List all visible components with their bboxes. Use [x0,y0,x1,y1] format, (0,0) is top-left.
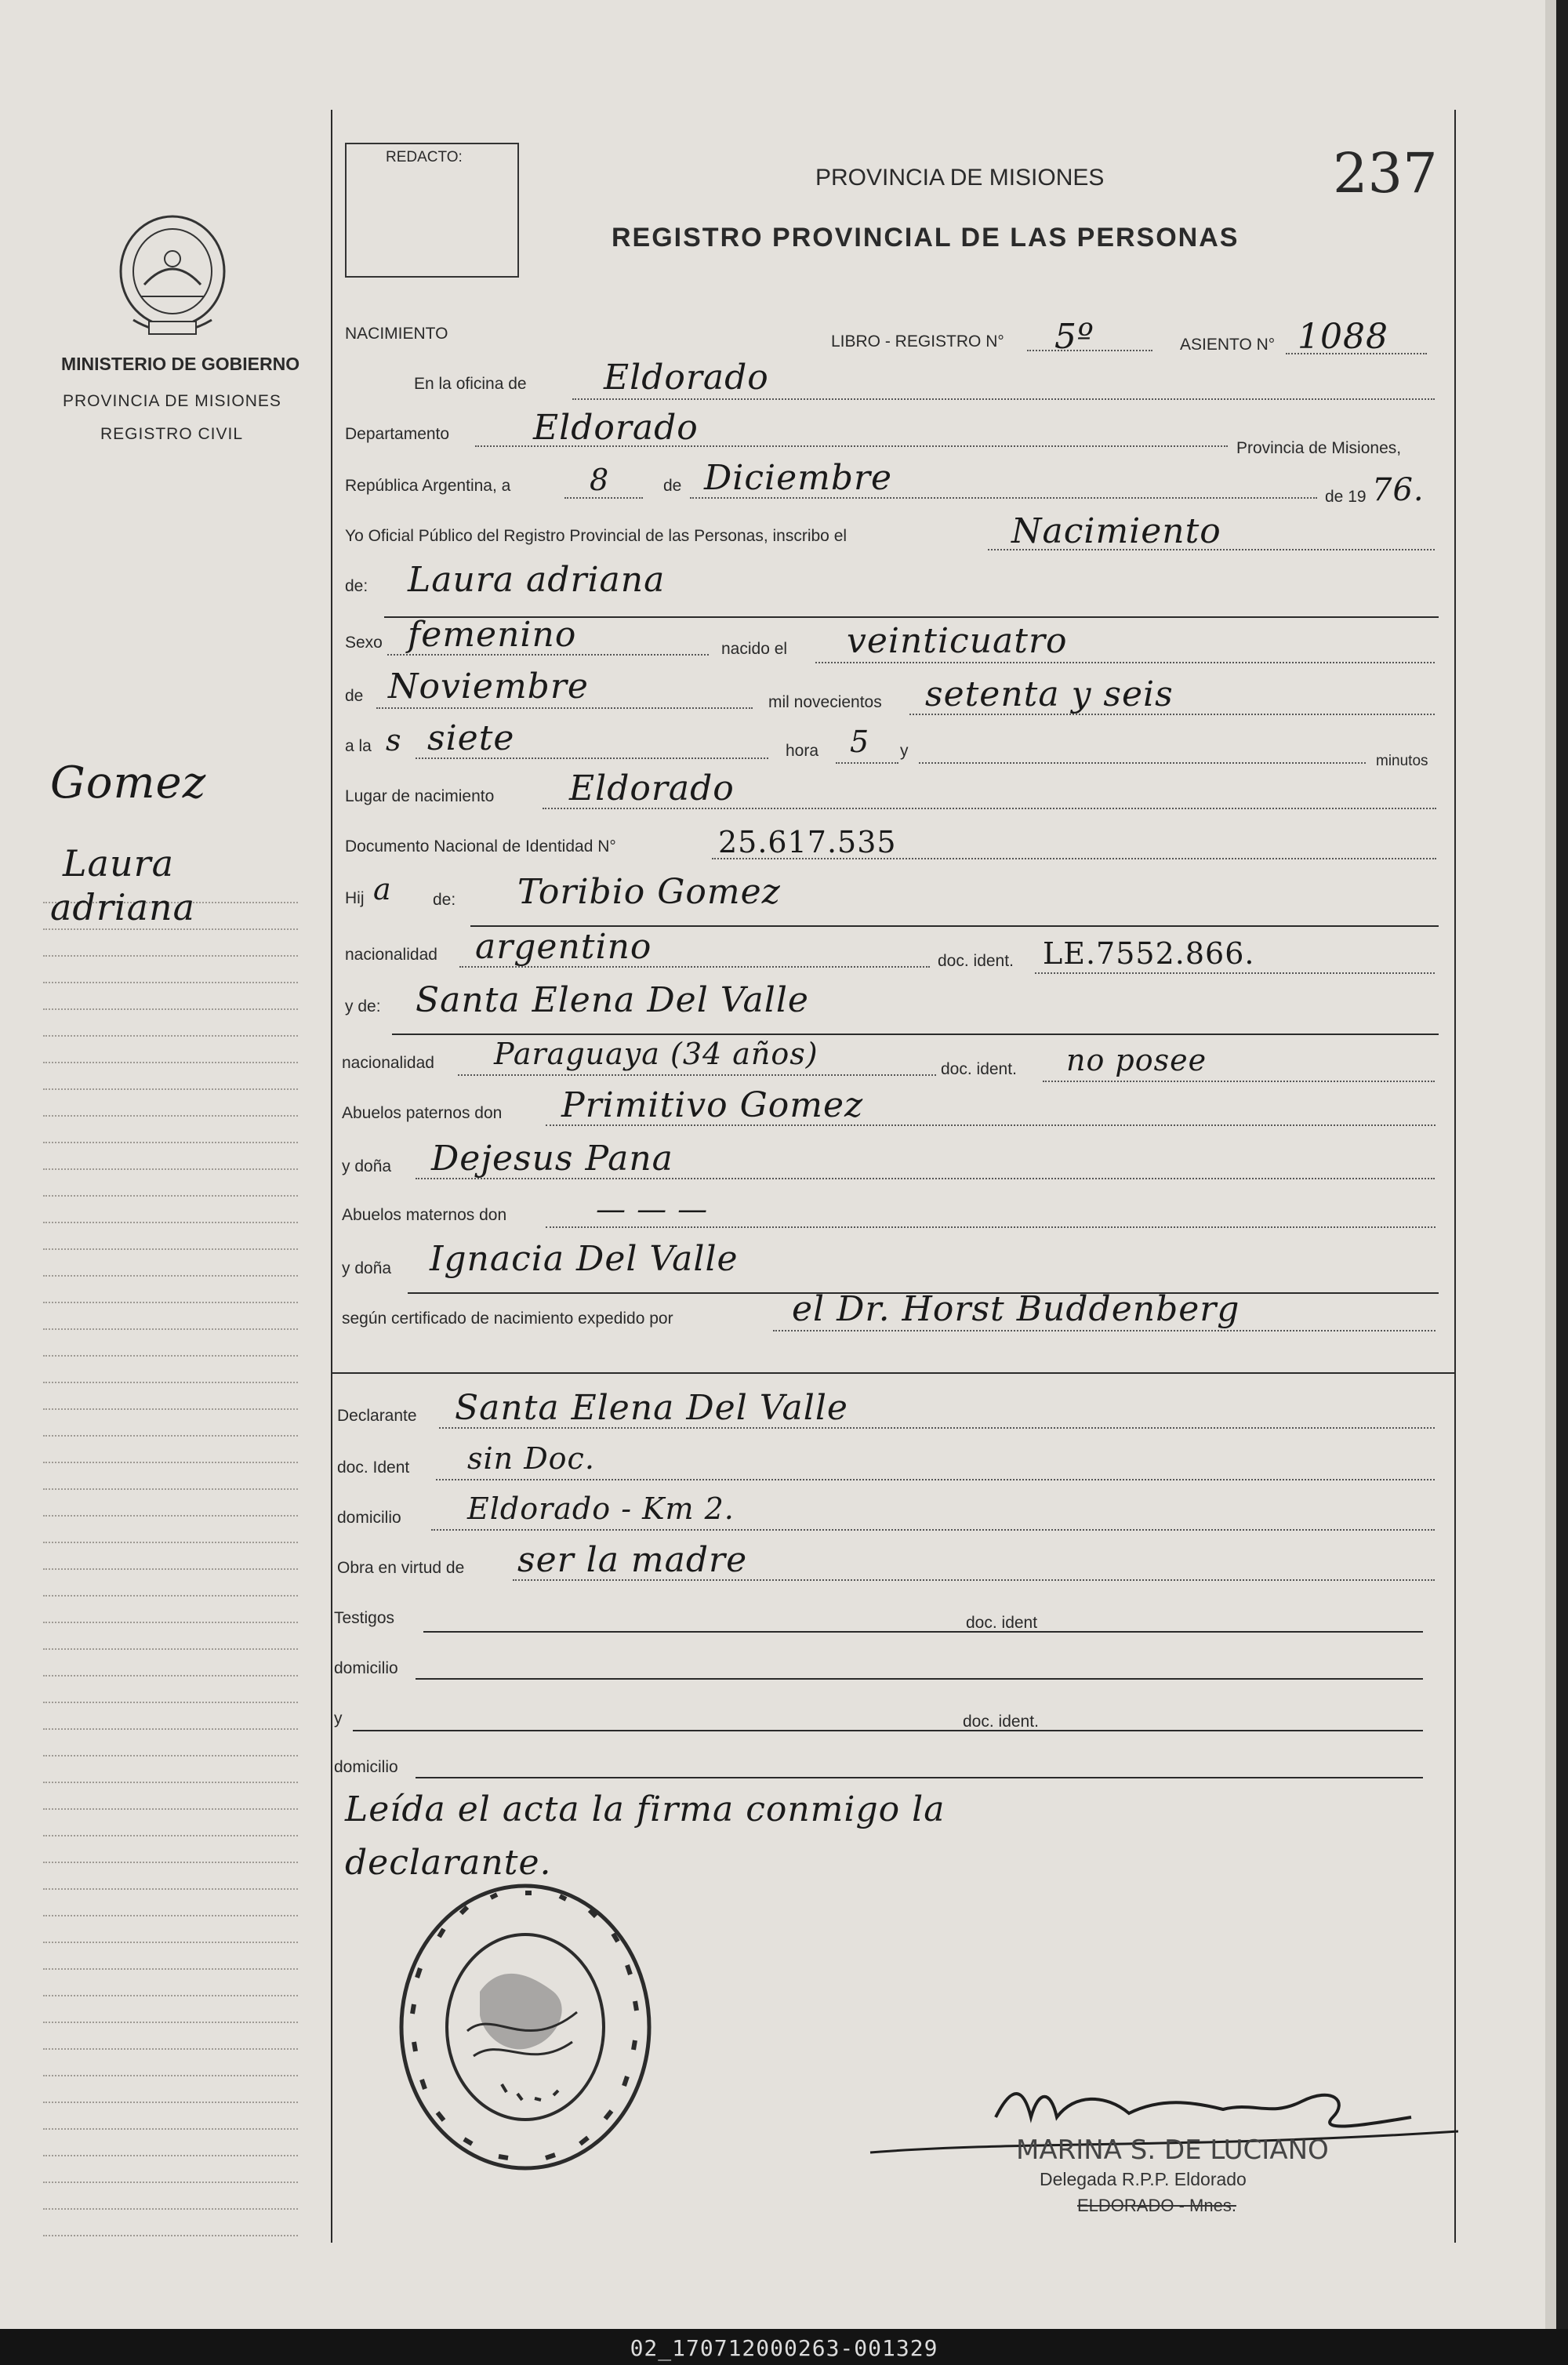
nac-padre-label: nacionalidad [345,946,437,964]
margin-note-surname: Gomez [50,757,207,808]
y-de-label: y de: [345,997,381,1015]
de-mes-label: de [345,687,364,705]
left-province-label: PROVINCIA DE MISIONES [63,392,281,410]
margin-rule [43,1622,298,1623]
oficina-line [572,398,1435,400]
domicilio-label: domicilio [337,1509,401,1527]
margin-rule [43,1408,298,1410]
asiento-label: ASIENTO N° [1180,336,1276,354]
margin-rule [43,1782,298,1783]
domicilio2-line [416,1678,1423,1680]
minutos-label: minutos [1376,753,1428,769]
margin-rule [43,1435,298,1437]
margin-rule [43,2235,298,2236]
domicilio3-label: domicilio [334,1758,398,1776]
frame-left-line [331,110,332,2243]
asiento-value: 1088 [1298,317,1388,357]
page-edge-right [1545,0,1556,2329]
doc-madre-value: no posee [1066,1043,1207,1077]
provincial-seal-icon [110,210,235,343]
margin-rule [43,2128,298,2130]
hora-letras-value: siete [427,718,515,758]
margin-rule [43,1142,298,1143]
obra-value: ser la madre [517,1540,748,1580]
margin-rule [43,955,298,957]
nac-madre-label: nacionalidad [342,1054,434,1072]
hij-suffix: a [373,872,392,906]
signatory-role: Delegada R.P.P. Eldorado [1040,2169,1247,2189]
section-divider [331,1372,1456,1374]
margin-rule [43,1648,298,1650]
lugar-value: Eldorado [569,768,735,808]
libro-value: 5º [1054,317,1094,357]
nac-madre-line [458,1074,936,1076]
libro-label: LIBRO - REGISTRO N° [831,332,1004,351]
margin-rule [43,1595,298,1597]
margin-rule [43,1275,298,1277]
doc-madre-label: doc. ident. [941,1060,1017,1078]
sexo-value: femenino [408,615,577,655]
hij-label: Hij [345,889,365,907]
margin-rule [43,1675,298,1677]
province-heading: PROVINCIA DE MISIONES [815,165,1105,191]
margin-rule [43,1488,298,1490]
nacido-line [815,662,1435,663]
margin-rule [43,1515,298,1517]
anio-value: 76. [1372,472,1425,508]
registry-stamp-icon [392,1874,659,2180]
oficial-text: Yo Oficial Público del Registro Provincial de las Personas, inscribo el [345,527,848,545]
domicilio-line [431,1529,1435,1531]
minutos-line [919,762,1366,764]
testigo2-doc-label: doc. ident. [963,1713,1039,1731]
margin-rule [43,1915,298,1916]
padre-de-label: de: [433,891,456,909]
margin-rule [43,982,298,983]
doc-madre-line [1043,1081,1435,1082]
madre-line [392,1034,1439,1035]
y-testigo-label: y [334,1709,343,1727]
margin-rule [43,1702,298,1703]
hora-label: hora [786,742,819,760]
doc-padre-value: LE.7552.866. [1043,936,1255,971]
oficina-value: Eldorado [604,358,769,398]
margin-rule [43,1248,298,1250]
ab-mat-dona-label: y doña [342,1259,392,1277]
cierre-line1: Leída el acta la firma conmigo la [345,1789,946,1829]
obra-label: Obra en virtud de [337,1559,465,1577]
domicilio3-line [416,1777,1423,1778]
nacido-label: nacido el [721,640,788,658]
frame-right-line [1454,110,1456,2243]
margin-rule [43,1355,298,1357]
departamento-value: Eldorado [533,408,699,448]
hora-num-value: 5 [850,725,870,759]
nombre-de-label: de: [345,577,368,595]
doc-padre-label: doc. ident. [938,952,1014,970]
margin-rule [43,1195,298,1197]
margin-rule [43,2022,298,2023]
margin-note-name1: Laura [63,842,175,885]
ab-mat-dona-value: Ignacia Del Valle [430,1239,739,1279]
margin-rule [43,1942,298,1943]
oficina-label: En la oficina de [414,375,527,393]
ab-mat-label: Abuelos maternos don [342,1206,507,1224]
dni-label: Documento Nacional de Identidad N° [345,837,616,856]
cert-label: según certificado de nacimiento expedido por [342,1310,673,1328]
margin-rule [43,1462,298,1463]
margin-rule [43,1008,298,1010]
margin-rule [43,1382,298,1383]
republica-label: República Argentina, a [345,477,511,495]
margin-rule [43,2155,298,2156]
testigos-doc-label: doc. ident [966,1614,1038,1632]
dni-value: 25.617.535 [718,825,897,859]
signatory-name: MARINA S. DE LUCIANO [1016,2134,1329,2166]
mes-de-label: de [663,477,682,495]
departamento-label: Departamento [345,425,450,443]
mil-label: mil novecientos [768,693,882,711]
redacto-label: REDACTO: [386,149,463,165]
margin-rule [43,2182,298,2183]
declarante-label: Declarante [337,1407,417,1425]
dia-letras-value: veinticuatro [847,621,1068,661]
doc-padre-line [1035,972,1435,974]
cert-line [773,1330,1436,1331]
ab-pat-label: Abuelos paternos don [342,1104,503,1122]
margin-rule [43,1115,298,1117]
margin-rule [43,1835,298,1836]
nac-madre-value: Paraguaya (34 años) [494,1037,818,1071]
margin-rule [43,1862,298,1863]
margin-rule [43,2048,298,2050]
civil-registry-label: REGISTRO CIVIL [100,425,244,443]
signatory-place: ELDORADO - Mnes. [1077,2196,1236,2215]
margin-rule [43,1568,298,1570]
declarante-value: Santa Elena Del Valle [455,1388,848,1428]
doc-declarante-value: sin Doc. [467,1441,595,1476]
madre-value: Santa Elena Del Valle [416,980,809,1020]
alas-label: a la [345,737,372,755]
margin-rule [43,928,298,930]
margin-rule [43,1168,298,1170]
domicilio-value: Eldorado - Km 2. [467,1491,735,1526]
margin-rule [43,2208,298,2210]
provincia-label: Provincia de Misiones, [1236,439,1402,457]
dia-line [564,497,643,499]
margin-rule [43,1088,298,1090]
footer-code: 02_170712000263-001329 [630,2335,938,2361]
margin-rule [43,2075,298,2076]
testigos-label: Testigos [334,1609,395,1627]
hora-prefix: s [386,723,402,757]
registry-heading: REGISTRO PROVINCIAL DE LAS PERSONAS [612,223,1240,252]
de-anio-label: de 19 [1325,488,1367,506]
hora-num-line [836,762,898,764]
ab-mat-don-line [546,1226,1436,1228]
ministry-label: MINISTERIO DE GOBIERNO [61,354,300,374]
margin-rule [43,1728,298,1730]
hora-y-label: y [900,742,909,760]
cierre-line2: declarante. [345,1843,552,1883]
testigos-line [423,1631,1423,1633]
margin-rule [43,1222,298,1223]
mes-nac-value: Noviembre [388,667,589,707]
margin-rule [43,1302,298,1303]
nombre-value: Laura adriana [408,560,666,600]
margin-rule [43,1968,298,1970]
margin-rule [43,1755,298,1756]
page-number: 237 [1333,141,1438,205]
nac-padre-value: argentino [475,927,652,967]
doc-declarante-line [436,1479,1435,1480]
ab-pat-dona-label: y doña [342,1157,392,1175]
testigo2-line [353,1730,1423,1731]
mes-value: Diciembre [704,458,893,498]
anio-letras-value: setenta y seis [925,674,1174,714]
domicilio2-label: domicilio [334,1659,398,1677]
ab-mat-don-value: — — — [596,1192,709,1226]
dia-value: 8 [590,463,610,497]
margin-rule [43,1062,298,1063]
mes-nac-line [376,707,753,709]
padre-value: Toribio Gomez [517,872,781,912]
margin-rule [43,1808,298,1810]
margin-rule [43,1542,298,1543]
cert-value: el Dr. Horst Buddenberg [792,1289,1240,1329]
ab-pat-don-value: Primitivo Gomez [561,1085,864,1125]
acto-value: Nacimiento [1011,511,1221,551]
margin-rule [43,1995,298,1996]
lugar-label: Lugar de nacimiento [345,787,495,805]
margin-note-name2: adriana [50,886,196,928]
doc-declarante-label: doc. Ident [337,1459,410,1477]
margin-rule [43,1035,298,1037]
ab-pat-dona-value: Dejesus Pana [431,1139,673,1179]
margin-rule [43,2102,298,2103]
margin-rule [43,1328,298,1330]
sexo-label: Sexo [345,634,383,652]
nacimiento-label: NACIMIENTO [345,325,448,343]
margin-rule [43,1888,298,1890]
